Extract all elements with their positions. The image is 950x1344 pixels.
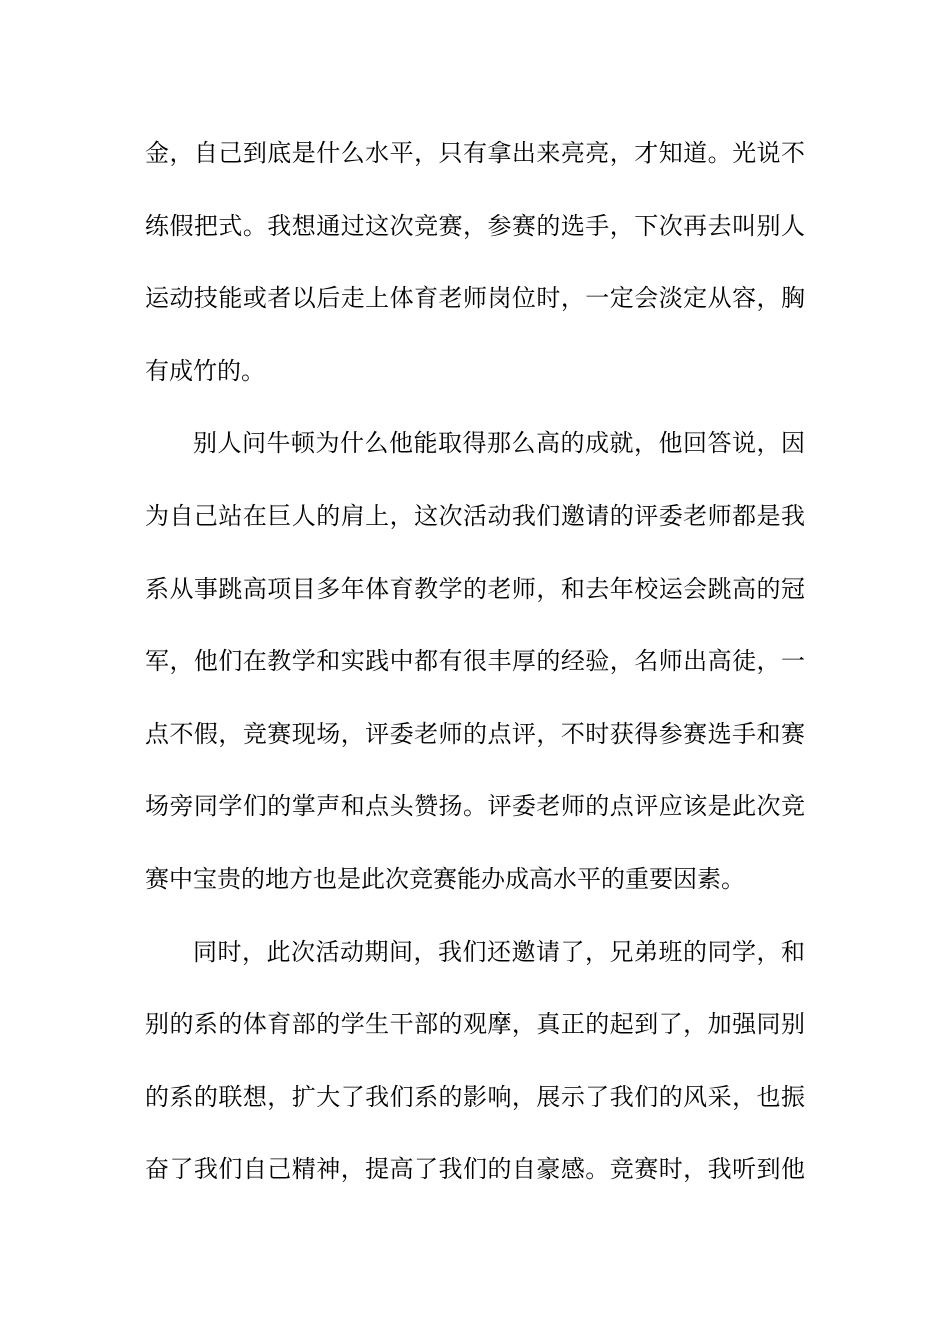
text-line: 别的系的体育部的学生干部的观摩，真正的起到了，加强同别 [145, 1010, 805, 1039]
text-line: 别人问牛顿为什么他能取得那么高的成就，他回答说，因 [193, 429, 805, 458]
text-line: 军，他们在教学和实践中都有很丰厚的经验，名师出高徒，一 [145, 647, 805, 676]
text-line: 奋了我们自己精神，提高了我们的自豪感。竞赛时，我听到他 [145, 1155, 805, 1184]
text-line: 练假把式。我想通过这次竞赛，参赛的选手，下次再去叫别人 [145, 211, 805, 240]
text-line: 同时，此次活动期间，我们还邀请了，兄弟班的同学，和 [193, 937, 805, 966]
body-text [145, 127, 805, 1216]
text-line: 系从事跳高项目多年体育教学的老师，和去年校运会跳高的冠 [145, 574, 805, 603]
text-line: 金，自己到底是什么水平，只有拿出来亮亮，才知道。光说不 [145, 139, 805, 167]
text-line: 有成竹的。 [145, 356, 265, 385]
text-line: 场旁同学们的掌声和点头赞扬。评委老师的点评应该是此次竞 [145, 792, 805, 821]
text-line: 为自己站在巨人的肩上，这次活动我们邀请的评委老师都是我 [145, 501, 805, 530]
text-line: 点不假，竞赛现场，评委老师的点评，不时获得参赛选手和赛 [145, 719, 805, 748]
text-line: 赛中宝贵的地方也是此次竞赛能办成高水平的重要因素。 [145, 864, 745, 893]
text-line: 运动技能或者以后走上体育老师岗位时，一定会淡定从容，胸 [145, 284, 805, 313]
text-line: 的系的联想，扩大了我们系的影响，展示了我们的风采，也振 [145, 1082, 805, 1111]
